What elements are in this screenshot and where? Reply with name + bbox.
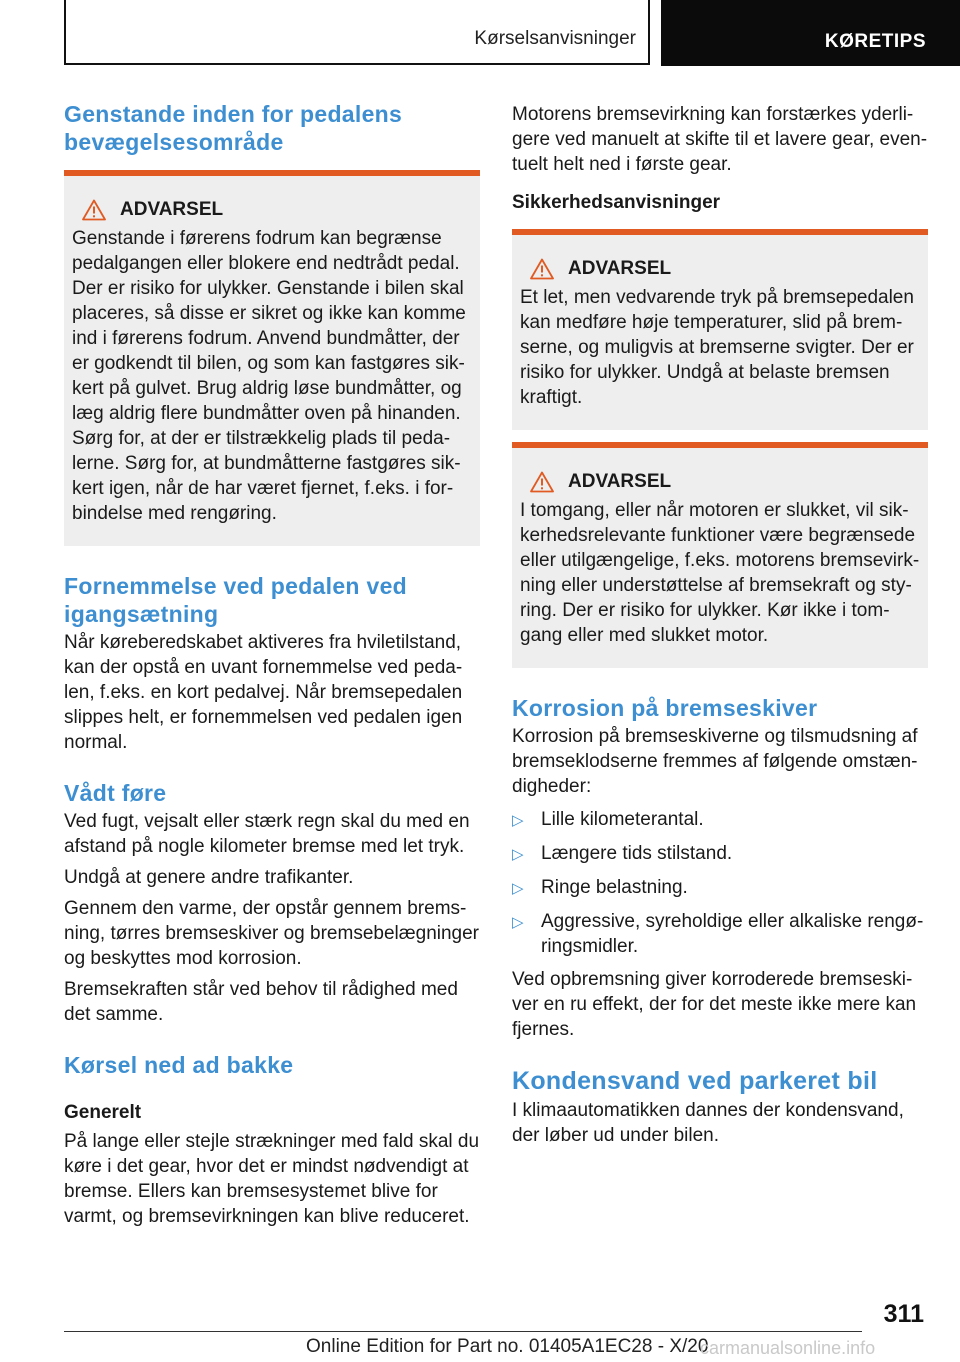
list-item <box>512 875 928 901</box>
list-item-text: Længere tids stilstand. <box>541 843 733 864</box>
heading-vaadt-foere: Vådt føre <box>64 780 167 806</box>
paragraph-motor-bremsevirkning: Motorens bremsevirkning kan forstærkes yderligere ved manuelt at skifte til et lavere gear, eventuelt helt ned i første gear. <box>512 104 928 175</box>
page-header <box>0 0 960 66</box>
header-section-box <box>64 0 650 65</box>
paragraph-vaadt-2: Undgå at genere andre trafikanter. <box>64 867 354 888</box>
warning-text: Et let, men vedvarende tryk på bremsepedalen kan medføre høje temperaturer, slid på bremserne, og muligvis at bremserne svigter. Der er risiko for ulykker. Undgå at belaste bremsen kraftigt. <box>520 287 914 408</box>
warning-triangle-icon <box>530 471 554 493</box>
heading-koersel-ned-ad-bakke: Kørsel ned ad bakke <box>64 1052 294 1078</box>
warning-title <box>520 470 920 494</box>
heading-kondensvand: Kondensvand ved parkeret bil <box>512 1067 878 1095</box>
warning-title <box>72 198 472 222</box>
triangle-right-outline-icon: ▷ <box>512 914 524 931</box>
warning-box-genstande <box>64 170 480 546</box>
paragraph-kondensvand: I klimaautomatikken dannes der kondensvand, der løber ud under bilen. <box>512 1100 904 1146</box>
header-chapter-label: KØRETIPS <box>824 31 926 52</box>
warning-title <box>520 257 920 281</box>
footer-divider <box>64 1331 862 1332</box>
warning-text: I tomgang, eller når motoren er slukket, vil sikkerhedsrelevante funktioner være begrænsede eller utilgængelige, f.eks. motorens bremsevirkning eller understøttelse af bremsekraft og styring. Der er risiko for ulykker. Kør ikke i tomgang eller med slukket motor. <box>520 500 920 646</box>
list-item <box>512 807 928 833</box>
list-item-text: Aggressive, syreholdige eller alkaliske rengøringsmidler. <box>541 911 924 957</box>
paragraph-korrosion: Korrosion på bremseskiverne og tilsmudsning af bremseklodserne fremmes af følgende omstændigheder: <box>512 726 918 797</box>
footer-edition: Online Edition for Part no. 01405A1EC28 - X/20 <box>306 1336 709 1357</box>
heading-korrosion: Korrosion på bremseskiver <box>512 695 818 721</box>
paragraph-vaadt-3: Gennem den varme, der opstår gennem bremsning, tørres bremseskiver og bremsebelægninger og beskyttes mod korrosion. <box>64 898 480 969</box>
triangle-right-outline-icon: ▷ <box>512 846 524 863</box>
warning-text: Genstande i førerens fodrum kan begrænse pedalgangen eller blokere end nedtrådt pedal. Der er risiko for ulykker. Genstande i bilen skal placeres, så disse er sikret og ikke kan komme ind i førerens fodrum. Anvend bundmåtter, der er godkendt til bilen, og som kan fastgøres sikkert på gulvet. Brug aldrig løse bundmåtter, og læg aldrig flere bundmåtter oven på hinanden. Sørg for, at der er tilstrækkelig plads til pedalerne. Sørg for, at bundmåtterne fastgøres sikkert igen, når de har været fjernet, f.eks. i forbindelse med rengøring. <box>72 228 466 524</box>
page-number: 311 <box>883 1300 924 1328</box>
warning-title-text: ADVARSEL <box>120 199 224 220</box>
paragraph-vaadt-1: Ved fugt, vejsalt eller stærk regn skal du med en afstand på nogle kilometer bremse med let tryk. <box>64 811 470 857</box>
warning-box-tomgang <box>512 442 928 668</box>
heading-genstande: Genstande inden for pedalens bevægelsesområde <box>64 101 403 155</box>
warning-triangle-icon <box>530 258 554 280</box>
subheading-sikkerhedsanvisninger: Sikkerhedsanvisninger <box>512 192 721 213</box>
list-item <box>512 909 928 959</box>
paragraph-fornemmelse: Når køreberedskabet aktiveres fra hviletilstand, kan der opstå en uvant fornemmelse ved pedalen, f.eks. en kort pedalvej. Når bremsepedalen slippes helt, er fornemmelsen ved pedalen igen normal. <box>64 632 463 753</box>
paragraph-korroderede: Ved opbremsning giver korroderede bremseskiver en ru effekt, der for det meste ikke mere kan fjernes. <box>512 969 917 1040</box>
header-section-title: Kørselsanvisninger <box>474 28 636 49</box>
right-column <box>512 100 928 1148</box>
paragraph-vaadt-4: Bremsekraften står ved behov til rådighed med det samme. <box>64 979 458 1025</box>
warning-triangle-icon <box>82 199 106 221</box>
warning-title-text: ADVARSEL <box>568 258 672 279</box>
list-item <box>512 841 928 867</box>
heading-fornemmelse: Fornemmelse ved pedalen ved igangsætning <box>64 573 408 627</box>
paragraph-generelt: På lange eller stejle strækninger med fald skal du køre i det gear, hvor det er mindst nødvendigt at bremse. Ellers kan bremsesystemet blive for varmt, og bremsevirkningen kan blive reduceret. <box>64 1131 480 1227</box>
left-column <box>64 100 480 1229</box>
list-item-text: Ringe belastning. <box>541 877 688 898</box>
triangle-right-outline-icon: ▷ <box>512 812 524 829</box>
korrosion-list <box>512 807 928 959</box>
list-item-text: Lille kilometerantal. <box>541 809 704 830</box>
triangle-right-outline-icon: ▷ <box>512 880 524 897</box>
warning-box-bremsepedal <box>512 229 928 430</box>
header-chapter-tab <box>661 0 960 66</box>
subheading-generelt: Generelt <box>64 1102 142 1123</box>
watermark: carmanualsonline.info <box>700 1338 876 1358</box>
warning-title-text: ADVARSEL <box>568 471 672 492</box>
